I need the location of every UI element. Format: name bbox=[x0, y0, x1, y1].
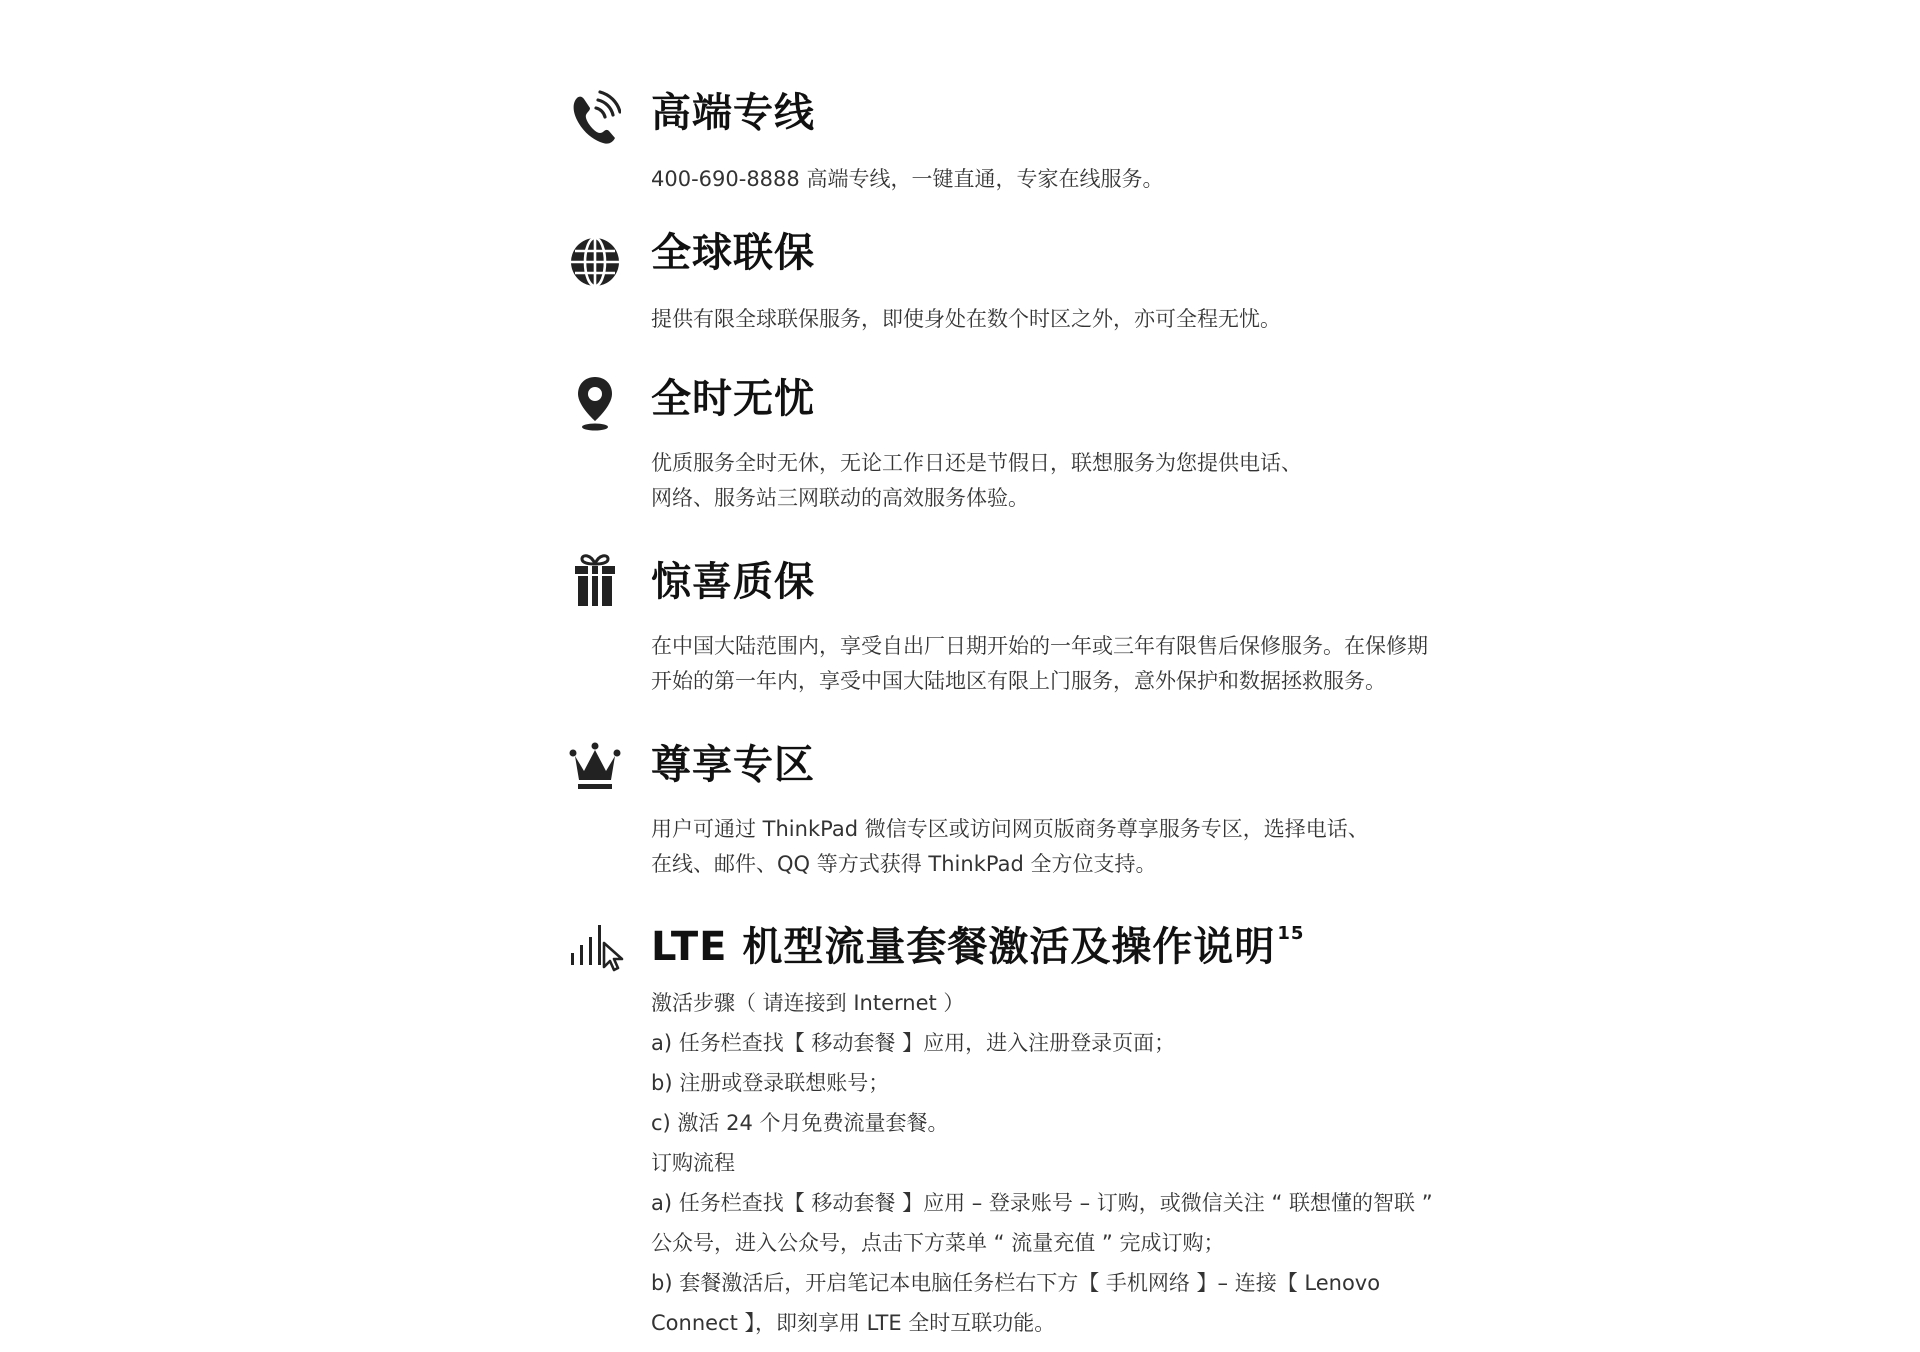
section-title: 高端专线 bbox=[651, 90, 815, 136]
description-line: 提供有限全球联保服务，即使身处在数个时区之外，亦可全程无忧。 bbox=[651, 307, 1281, 331]
description-line: 优质服务全时无休，无论工作日还是节假日，联想服务为您提供电话、 bbox=[651, 451, 1302, 475]
step-line: b) 注册或登录联想账号； bbox=[651, 1071, 890, 1095]
step-line: a) 任务栏查找【 移动套餐 】应用，进入注册登录页面； bbox=[651, 1031, 1176, 1055]
step-line: c) 激活 24 个月免费流量套餐。 bbox=[651, 1111, 949, 1135]
section-title bbox=[651, 923, 1305, 970]
description-line: 在中国大陆范围内，享受自出厂日期开始的一年或三年有限售后保修服务。在保修期 bbox=[651, 634, 1428, 658]
section-title: 全时无忧 bbox=[651, 376, 815, 422]
description-line: 在线、邮件、QQ 等方式获得 ThinkPad 全方位支持。 bbox=[651, 852, 1157, 876]
lte-instructions bbox=[651, 983, 1491, 1343]
description-line: 用户可通过 ThinkPad 微信专区或访问网页版商务尊享服务专区，选择电话、 bbox=[651, 817, 1369, 841]
crown-icon bbox=[569, 738, 621, 794]
location-pin-icon bbox=[569, 375, 621, 431]
description-line: 400-690-8888 高端专线，一键直通，专家在线服务。 bbox=[651, 167, 1164, 191]
section-description bbox=[651, 162, 1491, 197]
section-description bbox=[651, 629, 1491, 699]
section-title: 惊喜质保 bbox=[651, 559, 815, 605]
steps-heading-order: 订购流程 bbox=[651, 1151, 735, 1175]
gift-icon bbox=[569, 552, 621, 608]
description-line: 网络、服务站三网联动的高效服务体验。 bbox=[651, 486, 1029, 510]
step-line: b) 套餐激活后，开启笔记本电脑任务栏右下方【 手机网络 】– 连接【 Lenovo bbox=[651, 1271, 1381, 1295]
footnote-marker: 15 bbox=[1277, 923, 1305, 944]
section-description bbox=[651, 446, 1491, 516]
section-title: 全球联保 bbox=[651, 230, 815, 276]
section-description bbox=[651, 302, 1491, 337]
step-line: a) 任务栏查找【 移动套餐 】应用 – 登录账号 – 订购，或微信关注 “ 联想懂的智联 ” bbox=[651, 1191, 1433, 1215]
step-line: 公众号，进入公众号，点击下方菜单 “ 流量充值 ” 完成订购； bbox=[651, 1231, 1225, 1255]
step-line: Connect 】，即刻享用 LTE 全时互联功能。 bbox=[651, 1311, 1056, 1335]
globe-icon bbox=[569, 234, 621, 290]
description-line: 开始的第一年内，享受中国大陆地区有限上门服务，意外保护和数据拯救服务。 bbox=[651, 669, 1386, 693]
steps-heading-activation: 激活步骤（ 请连接到 Internet ） bbox=[651, 991, 965, 1015]
lte-title-text: LTE 机型流量套餐激活及操作说明 bbox=[651, 924, 1276, 970]
phone-icon bbox=[569, 90, 621, 146]
section-description bbox=[651, 812, 1491, 882]
section-title: 尊享专区 bbox=[651, 742, 815, 788]
signal-cursor-icon bbox=[569, 917, 627, 973]
